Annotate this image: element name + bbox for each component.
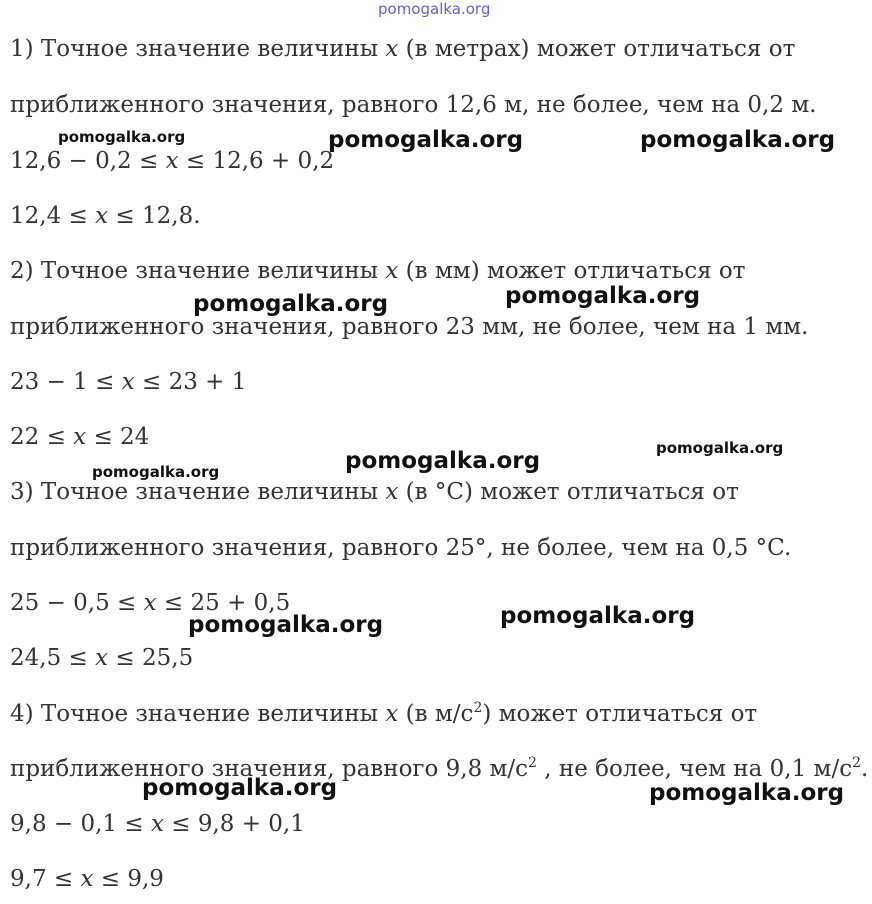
line-11: 25 − 0,5 ≤ x ≤ 25 + 0,5 xyxy=(10,590,291,616)
watermark: pomogalka.org xyxy=(92,463,220,481)
watermark: pomogalka.org xyxy=(188,612,384,638)
line-13: 4) Точное значение величины x (в $м/с^2$) может отличаться от xyxy=(10,700,758,727)
line-1: 1) Точное значение величины x (в метрах) может отличаться от xyxy=(10,36,796,62)
line-2: приближенного значения, равного 12,6 м, не более, чем на 0,2 м. xyxy=(10,92,817,118)
line-3: 12,6 − 0,2 ≤ x ≤ 12,6 + 0,2 xyxy=(10,148,335,174)
line-5: 2) Точное значение величины x (в мм) может отличаться от xyxy=(10,258,746,284)
line-10: приближенного значения, равного 25°, не более, чем на 0,5 °C. xyxy=(10,535,792,561)
watermark: pomogalka.org xyxy=(142,775,338,801)
line-16: 9,7 ≤ x ≤ 9,9 xyxy=(10,866,164,892)
watermark: pomogalka.org xyxy=(500,603,696,629)
watermark: pomogalka.org xyxy=(345,448,541,474)
watermark-top: pomogalka.org xyxy=(378,0,491,18)
watermark: pomogalka.org xyxy=(328,127,524,153)
watermark: pomogalka.org xyxy=(649,780,845,806)
line-8: 22 ≤ x ≤ 24 xyxy=(10,424,150,450)
line-4: 12,4 ≤ x ≤ 12,8. xyxy=(10,203,201,229)
watermark: pomogalka.org xyxy=(505,283,701,309)
watermark: pomogalka.org xyxy=(640,127,836,153)
watermark: pomogalka.org xyxy=(58,128,186,146)
line-14: приближенного значения, равного 9,8 $м/с^2$ , не более, чем на 0,1 $м/с^2$. xyxy=(10,755,869,782)
line-9: 3) Точное значение величины x (в °C) может отличаться от xyxy=(10,479,739,505)
line-7: 23 − 1 ≤ x ≤ 23 + 1 xyxy=(10,369,247,395)
line-15: 9,8 − 0,1 ≤ x ≤ 9,8 + 0,1 xyxy=(10,811,305,837)
line-12: 24,5 ≤ x ≤ 25,5 xyxy=(10,645,194,671)
watermark: pomogalka.org xyxy=(656,439,784,457)
line-6: приближенного значения, равного 23 мм, не более, чем на 1 мм. xyxy=(10,314,809,340)
watermark: pomogalka.org xyxy=(193,291,389,317)
